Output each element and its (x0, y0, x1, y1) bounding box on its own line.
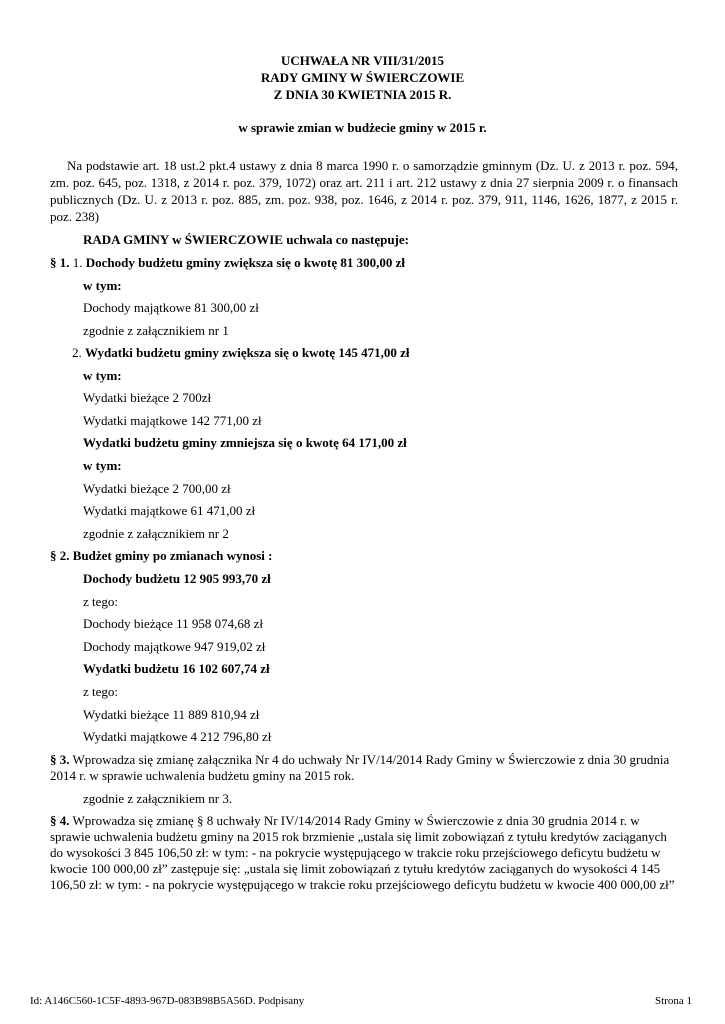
item-1-number: 1. (72, 255, 86, 270)
section-3-prefix: § 3. (50, 752, 70, 767)
council-name: RADY GMINY W ŚWIERCZOWIE (260, 70, 465, 85)
section-4-prefix: § 4. (50, 813, 70, 828)
expenditure-current-increase: Wydatki bieżące 2 700zł (83, 390, 212, 405)
resolution-header (0, 52, 725, 103)
section-1-item-2 (72, 345, 410, 361)
section-4-text: Wprowadza się zmianę § 8 uchwały Nr IV/14/2014 Rady Gminy w Świerczowie z dnia 30 grudnia 2014 r. w sprawie uchwalenia budżetu gminy na 2015 rok brzmienie „ustala się limit zobowiązań z tytułu kredytów zaciąganych do wysokości 3 845 106,50 zł: w tym: - na pokrycie występującego w trakcie roku przejściowego deficytu budżetu w kwocie 100 000,00 zł” zastępuje się: „ustala się limit zobowiązań z tytułu kredytów zaciąganych do wysokości 4 145 106,50 zł: w tym: - na pokrycie występującego w trakcie roku przejściowego deficytu budżetu w kwocie 400 000,00 zł” (50, 813, 675, 892)
expenditure-current: Wydatki bieżące 11 889 810,94 zł (83, 707, 260, 722)
attachment-reference: zgodnie z załącznikiem nr 2 (83, 526, 229, 541)
resolution-subject: w sprawie zmian w budżecie gminy w 2015 r. (238, 120, 487, 135)
document-id: Id: A146C560-1C5F-4893-967D-083B98B5A56D. Podpisany (30, 995, 305, 1007)
page-number: Strona 1 (655, 995, 692, 1007)
section-1-prefix: § 1. (50, 255, 73, 270)
w-tym-label: w tym: (83, 368, 122, 383)
expenditure-decrease: Wydatki budżetu gminy zmniejsza się o kwotę 64 171,00 zł (83, 435, 407, 450)
expenditure-total: Wydatki budżetu 16 102 607,74 zł (83, 661, 270, 676)
item-2-number: 2. (72, 345, 85, 360)
section-3-text: Wprowadza się zmianę załącznika Nr 4 do uchwały Nr IV/14/2014 Rady Gminy w Świerczowie z dnia 30 grudnia 2014 r. w sprawie uchwalenia budżetu gminy na 2015 rok. (50, 752, 670, 783)
expenditure-capital: Wydatki majątkowe 4 212 796,80 zł (83, 729, 272, 744)
section-3 (50, 752, 678, 784)
income-increase: Dochody budżetu gminy zwiększa się o kwotę 81 300,00 zł (85, 255, 405, 270)
expenditure-capital-decrease: Wydatki majątkowe 61 471,00 zł (83, 503, 256, 518)
section-4 (50, 813, 678, 893)
resolution-date: Z DNIA 30 KWIETNIA 2015 R. (273, 87, 452, 102)
section-2-title: § 2. Budżet gminy po zmianach wynosi : (50, 548, 273, 563)
section-1-item-1 (50, 255, 405, 271)
income-capital-increase: Dochody majątkowe 81 300,00 zł (83, 300, 259, 315)
income-capital: Dochody majątkowe 947 919,02 zł (83, 639, 266, 654)
legal-basis: Na podstawie art. 18 ust.2 pkt.4 ustawy z dnia 8 marca 1990 r. o samorządzie gminnym (Dz. U. z 2013 r. poz. 594, zm. poz. 645, poz. 1318, z 2014 r. poz. 379, 1072) oraz art. 211 i art. 212 ustawy z dnia 27 sierpnia 2009 r. o finansach publicznych (Dz. U. z 2013 r. poz. 885, zm. poz. 938, poz. 1646, z 2014 r. poz. 379, 911, 1146, 1626, 1877, z 2015 r. poz. 238) (50, 158, 678, 224)
z-tego-label: z tego: (83, 684, 119, 699)
income-total: Dochody budżetu 12 905 993,70 zł (83, 571, 271, 586)
w-tym-label: w tym: (83, 278, 122, 293)
expenditure-current-decrease: Wydatki bieżące 2 700,00 zł (83, 481, 231, 496)
resolution-number: UCHWAŁA NR VIII/31/2015 (280, 53, 444, 68)
expenditure-capital-increase: Wydatki majątkowe 142 771,00 zł (83, 413, 262, 428)
w-tym-label: w tym: (83, 458, 122, 473)
resolves-heading: RADA GMINY w ŚWIERCZOWIE uchwala co następuje: (83, 232, 409, 247)
z-tego-label: z tego: (83, 594, 119, 609)
attachment-reference: zgodnie z załącznikiem nr 3. (83, 791, 233, 806)
income-current: Dochody bieżące 11 958 074,68 zł (83, 616, 264, 631)
expenditure-increase: Wydatki budżetu gminy zwiększa się o kwotę 145 471,00 zł (85, 345, 410, 360)
attachment-reference: zgodnie z załącznikiem nr 1 (83, 323, 229, 338)
